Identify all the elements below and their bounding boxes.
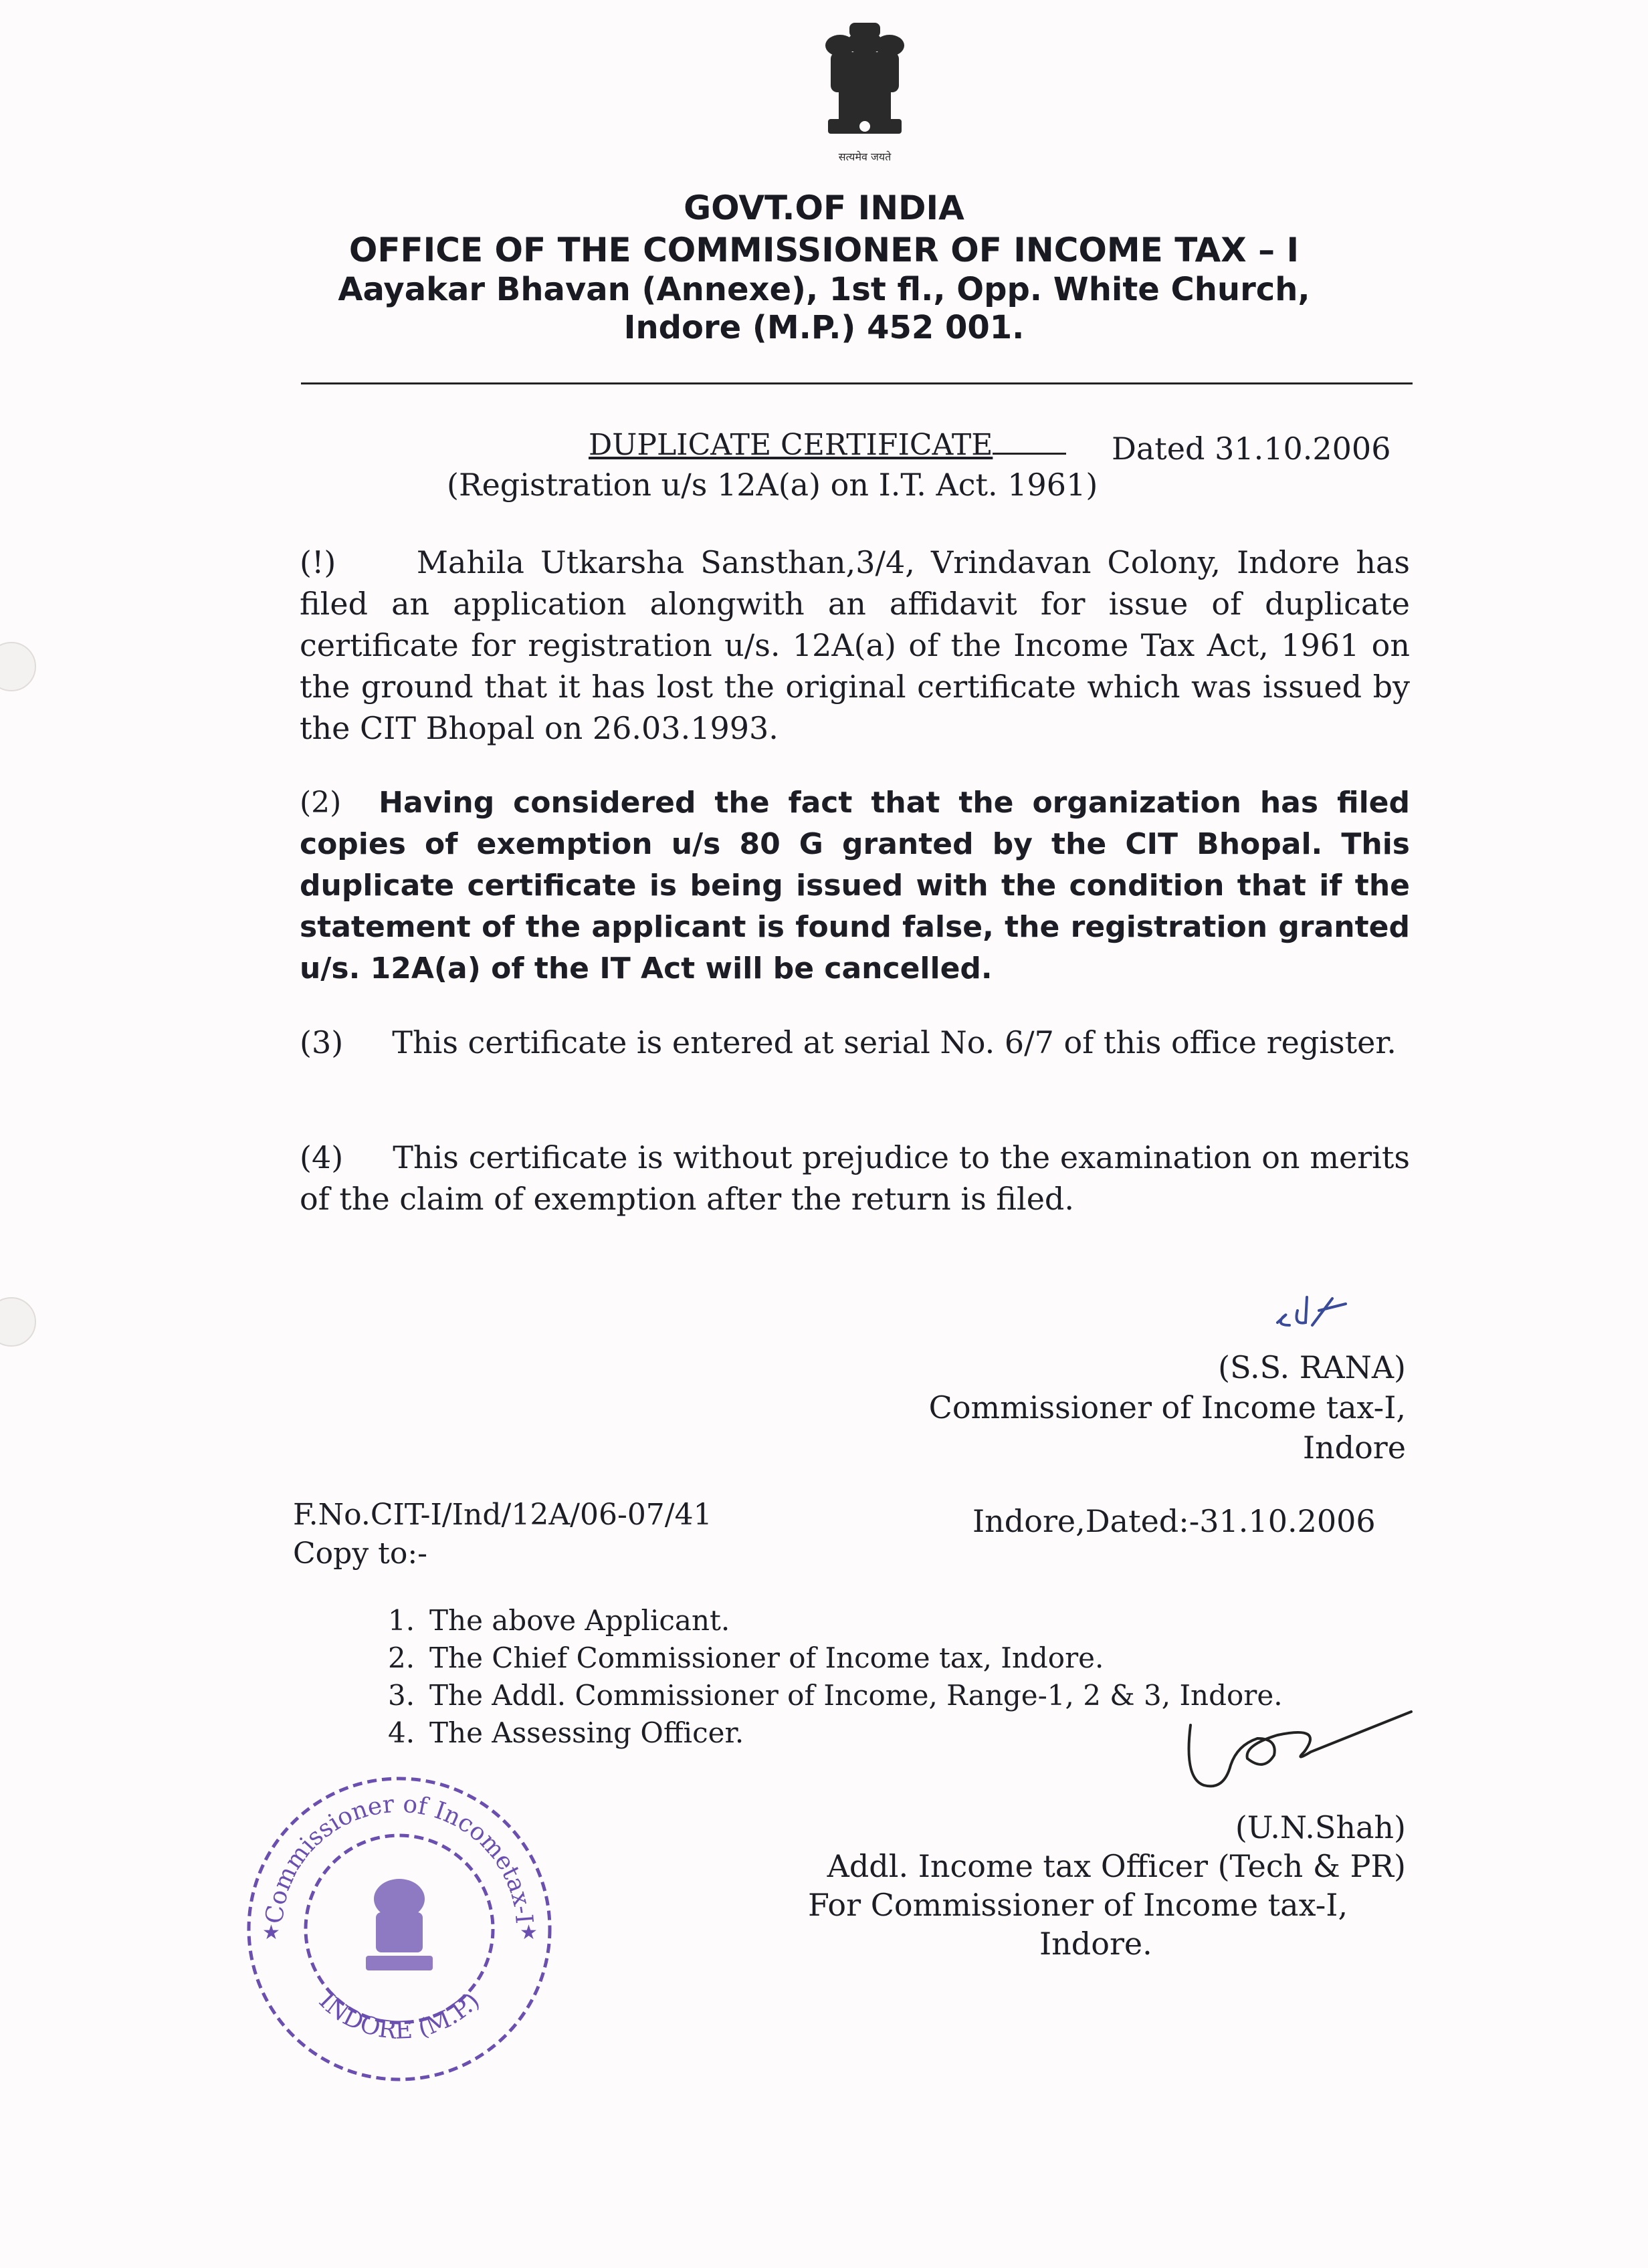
signature-unshah [1177,1698,1445,1825]
signature-sdf [1271,1284,1384,1337]
copy-list [388,1602,1283,1752]
paragraph-1 [300,542,1410,749]
punch-hole-bottom [0,1297,36,1347]
paragraph-4 [300,1137,1410,1220]
office-heading: OFFICE OF THE COMMISSIONER OF INCOME TAX – I [348,231,1300,269]
svg-text:सत्यमेव जयते: सत्यमेव जयते [838,150,892,163]
svg-text:★: ★ [262,1921,280,1944]
copy-to-label: Copy to:- [293,1537,428,1571]
certificate-title: DUPLICATE CERTIFICATE [589,428,1066,462]
signatory-2-city: Indore. [1039,1926,1152,1962]
paragraph-text: This certificate is without prejudice to the examination on merits of the claim of exemption after the return is filed. [300,1139,1410,1217]
signatory-1-name: (S.S. RANA) [1218,1349,1406,1385]
list-item: 4. The Assessing Officer. [388,1716,744,1749]
paragraph-number: (3) [300,1024,344,1060]
list-item: 3. The Addl. Commissioner of Income, Range-1, 2 & 3, Indore. [388,1679,1283,1712]
paragraph-text: This certificate is entered at serial No. 6/7 of this office register. [392,1024,1397,1060]
svg-text:Commissioner of Incometax-I: Commissioner of Incometax-I [260,1790,538,1926]
address-line-1: Aayakar Bhavan (Annexe), 1st fl., Opp. White Church, [338,271,1310,308]
svg-text:INDORE (M.P.): INDORE (M.P.) [313,1987,486,2045]
registration-subtitle: (Registration u/s 12A(a) on I.T. Act. 1961) [447,467,1098,503]
paragraph-number: (4) [300,1139,344,1175]
punch-hole-top [0,642,36,691]
paragraph-number: (2) [300,786,342,820]
certificate-date: Dated 31.10.2006 [1112,431,1391,467]
paragraph-text: Mahila Utkarsha Sansthan,3/4, Vrindavan Colony, Indore has filed an application alongwith an affidavit for issue of duplicate certificate for registration u/s. 12A(a) of the Income Tax Act, 1961 on the ground that it has lost the original certificate which was issued by the CIT Bhopal on 26.03.1993. [300,544,1410,746]
signatory-2-title: Addl. Income tax Officer (Tech & PR) [827,1848,1406,1884]
signatory-1-city: Indore [1302,1430,1406,1466]
govt-heading: GOVT.OF INDIA [684,189,964,227]
paragraph-text: Having considered the fact that the organization has filed copies of exemption u/s 80 G granted by the CIT Bhopal. This duplicate certificate is being issued with the condition that if the statement of the applicant is found false, the registration granted u/s. 12A(a) of the IT Act will be cancelled. [300,786,1410,986]
paragraph-3 [300,1022,1410,1063]
paragraph-2 [300,782,1410,990]
address-line-2: Indore (M.P.) 452 001. [623,309,1025,346]
issue-date: Indore,Dated:-31.10.2006 [972,1503,1376,1539]
header-divider [301,382,1413,384]
signatory-2-for: For Commissioner of Income tax-I, [808,1887,1348,1923]
signatory-2-name: (U.N.Shah) [1235,1809,1406,1845]
paragraph-number: (!) [300,544,336,580]
national-emblem-icon [808,19,922,173]
file-number: F.No.CIT-I/Ind/12A/06-07/41 [293,1498,712,1532]
list-item: 2. The Chief Commissioner of Income tax, Indore. [388,1641,1104,1674]
office-seal-stamp [235,1765,563,2093]
svg-text:★: ★ [520,1921,538,1944]
signatory-1-title: Commissioner of Income tax-I, [928,1389,1406,1426]
list-item: 1. The above Applicant. [388,1604,730,1637]
